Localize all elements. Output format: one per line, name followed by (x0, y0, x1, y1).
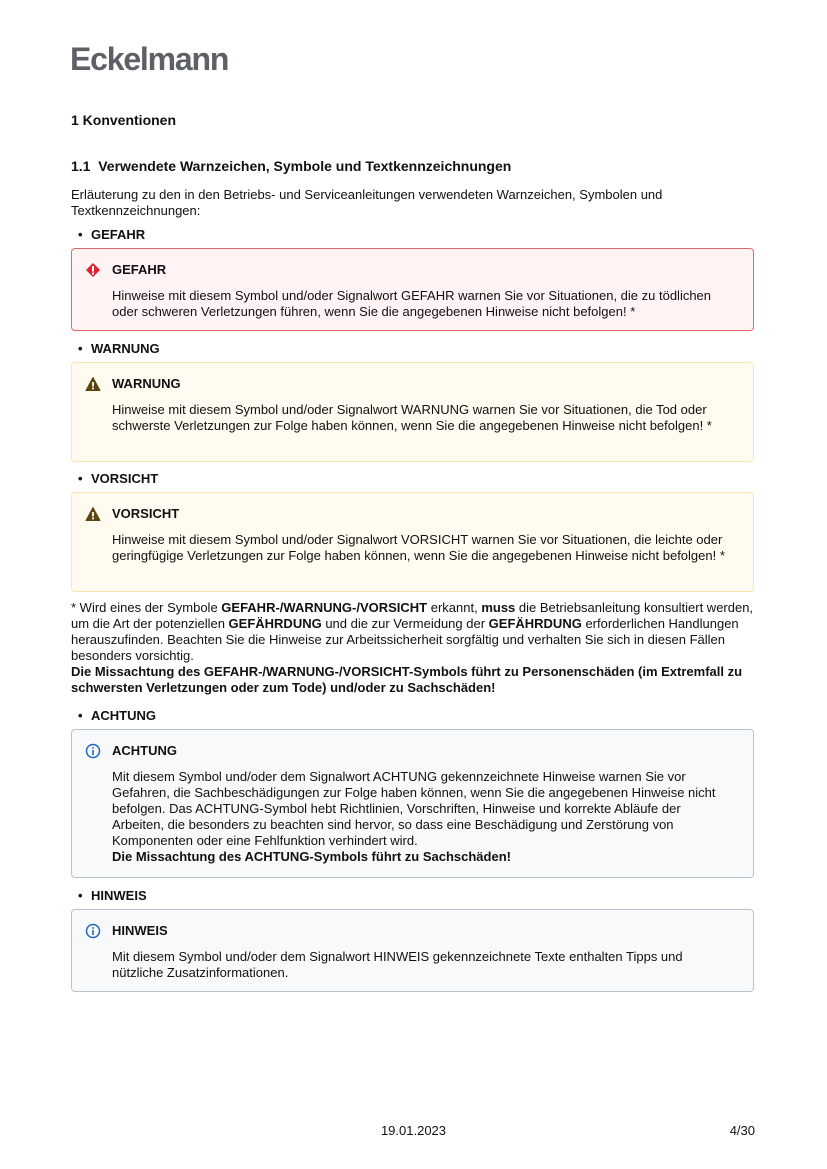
hint-callout (71, 909, 754, 992)
callout-title: ACHTUNG (112, 743, 177, 758)
callout-text: Hinweise mit diesem Symbol und/oder Signalwort GEFAHR warnen Sie vor Situationen, die zu tödlichen oder schweren Verletzungen führen, wenn Sie die angegebenen Hinweise nicht befolgen! * (112, 288, 712, 319)
footnote-text: erkannt, (427, 600, 482, 615)
callout-text: Hinweise mit diesem Symbol und/oder Signalwort VORSICHT warnen Sie vor Situationen, die leichte oder geringfügige Verletzungen zur Folge haben können, wenn Sie die angegebenen Hinweise nicht befolgen! * (112, 532, 725, 563)
warning-triangle-icon (85, 376, 101, 392)
bullet-gefahr (78, 227, 145, 243)
footnote-bold: GEFAHR-/WARNUNG-/VORSICHT (221, 600, 428, 615)
bullet-label: VORSICHT (91, 471, 159, 486)
callout-text: Mit diesem Symbol und/oder dem Signalwort HINWEIS gekennzeichnete Texte enthalten Tipps und nützliche Zusatzinformationen. (112, 949, 683, 980)
bullet-hinweis (78, 888, 147, 904)
bullet-label: WARNUNG (91, 341, 160, 356)
bullet-warnung (78, 341, 160, 357)
warning-triangle-icon (85, 506, 101, 522)
bullet-dot: • (78, 471, 83, 486)
bullet-label: GEFAHR (91, 227, 146, 242)
callout-bold-text: Die Missachtung des ACHTUNG-Symbols führt zu Sachschäden! (112, 849, 511, 864)
danger-callout (71, 248, 754, 331)
callout-title: WARNUNG (112, 376, 181, 391)
footnote-bold: muss (481, 600, 516, 615)
callout-text: Hinweise mit diesem Symbol und/oder Signalwort WARNUNG warnen Sie vor Situationen, die Tod oder schwerste Verletzungen zur Folge haben können, wenn Sie die angegebenen Hinweise nicht befolgen! * (112, 402, 712, 433)
warning-callout (71, 362, 754, 462)
callout-title: GEFAHR (112, 262, 167, 277)
danger-diamond-icon (85, 262, 101, 278)
info-circle-icon (85, 923, 101, 939)
footnote-text: * Wird eines der Symbole (71, 600, 222, 615)
page-number: 4/30 (729, 1123, 755, 1138)
notice-callout (71, 729, 754, 878)
footnote (71, 600, 755, 696)
bullet-dot: • (78, 888, 83, 903)
footnote-text: und die zur Vermeidung der (321, 616, 489, 631)
footnote-text: erforderlichen Handlungen herauszufinden. Beachten Sie die Hinweise zur Arbeitssicherheit sorgfältig und verhalten Sie sich in diesen Fällen besonders vorsichtig. (71, 616, 739, 663)
chapter-heading: 1 Konventionen (71, 112, 177, 128)
bullet-achtung (78, 708, 156, 724)
info-circle-icon (85, 743, 101, 759)
footer-date: 19.01.2023 (380, 1123, 447, 1138)
bullet-dot: • (78, 708, 83, 723)
bullet-label: ACHTUNG (91, 708, 156, 723)
footnote-bold: GEFÄHRDUNG (488, 616, 582, 631)
callout-title: VORSICHT (112, 506, 180, 521)
caution-callout (71, 492, 754, 592)
bullet-vorsicht (78, 471, 158, 487)
bullet-label: HINWEIS (91, 888, 147, 903)
section-heading: 1.1 Verwendete Warnzeichen, Symbole und Textkennzeichnungen (71, 158, 512, 174)
eckelmann-logo: Eckelmann (70, 41, 229, 77)
intro-text: Erläuterung zu den in den Betriebs- und Serviceanleitungen verwendeten Warnzeichen, Symbolen und Textkennzeichnungen: (71, 187, 663, 218)
footnote-warning: Die Missachtung des GEFAHR-/WARNUNG-/VORSICHT-Symbols führt zu Personenschäden (im Extremfall zu schwersten Verletzungen oder zum Tode) und/oder zu Sachschäden! (71, 664, 743, 695)
callout-text: Mit diesem Symbol und/oder dem Signalwort ACHTUNG gekennzeichnete Hinweise warnen Sie vor Gefahren, die Sachbeschädigungen zur Folge haben können, wenn Sie die angegebenen Hinweise nicht befolgen. Das ACHTUNG-Symbol hebt Richtlinien, Vorschriften, Hinweise und korrekte Abläufe der Arbeiten, die besonders zu beachten sind hervor, so dass eine Beschädigung und Zerstörung von Komponenten oder eine Fehlfunktion verhindert wird. (112, 769, 716, 848)
bullet-dot: • (78, 341, 83, 356)
footnote-text: die Betriebsanleitung konsultiert werden, um die Art der potenziellen (71, 600, 754, 631)
footnote-bold: GEFÄHRDUNG (228, 616, 322, 631)
bullet-dot: • (78, 227, 83, 242)
callout-title: HINWEIS (112, 923, 168, 938)
